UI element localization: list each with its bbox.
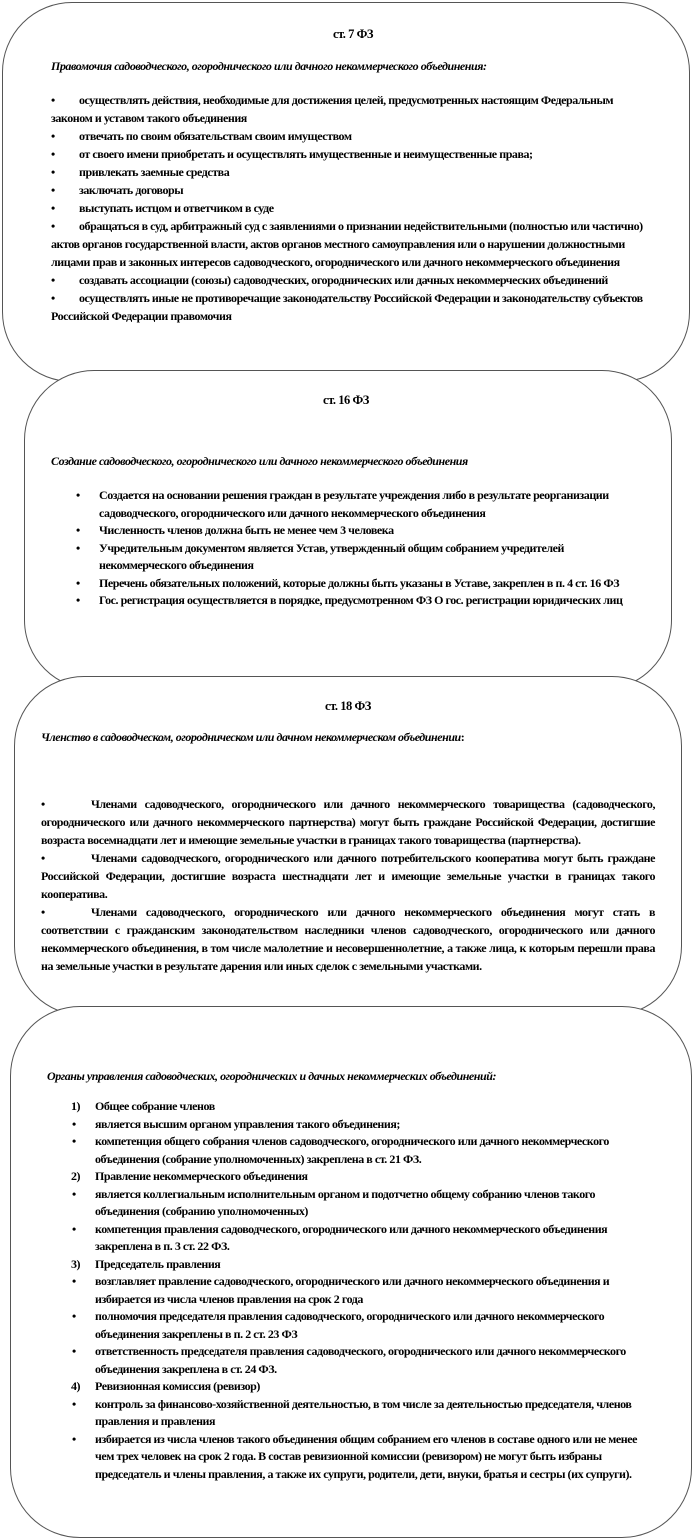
- bullet-icon: •: [51, 219, 55, 233]
- list-item: • полномочия председателя правления садоводческого, огороднического или дачного некоммерческого объединения закреплены в п. 2 ст. 23 ФЗ: [72, 1309, 605, 1341]
- bullet-icon: •: [72, 1309, 76, 1323]
- box-title: ст. 16 ФЗ: [323, 393, 369, 407]
- list-item: • осуществлять действия, необходимые для достижения целей, предусмотренных настоящим Федеральным законом и уставом такого объединения: [51, 93, 614, 125]
- bullet-icon: •: [41, 851, 45, 865]
- list-item: • ответственность председателя правления садоводческого, огороднического или дачного некоммерческого объединения закреплена в ст. 24 ФЗ.: [72, 1344, 626, 1376]
- bullet-icon: •: [72, 1396, 76, 1411]
- governance-list: [47, 1098, 657, 1483]
- bullet-icon: •: [72, 1116, 76, 1131]
- bullet-icon: •: [76, 523, 80, 537]
- rights-list: [51, 91, 655, 325]
- bullet-icon: •: [76, 593, 80, 607]
- bullet-icon: •: [72, 1186, 76, 1201]
- list-item: • компетенция правления садоводческого, огороднического или дачного некоммерческого объединения закреплена в п. 3 ст. 22 ФЗ.: [72, 1221, 608, 1253]
- article-16-box: [24, 370, 672, 690]
- list-item: • создавать ассоциации (союзы) садоводческих, огороднических или дачных некоммерческих объединений: [51, 273, 608, 287]
- list-item: • Гос. регистрация осуществляется в порядке, предусмотренном ФЗ О гос. регистрации юридических лиц: [51, 592, 641, 610]
- bullet-icon: •: [51, 129, 55, 143]
- group-heading: 1) Общее собрание членов: [71, 1099, 215, 1113]
- membership-list: [41, 795, 655, 975]
- governance-box: [10, 1006, 692, 1538]
- list-item: • является высшим органом управления такого объединения;: [47, 1116, 657, 1134]
- group-heading: 4) Ревизионная комиссия (ревизор): [71, 1379, 260, 1393]
- article-18-box: [14, 676, 682, 1016]
- bullet-icon: •: [51, 291, 55, 305]
- list-item: • выступать истцом и ответчиком в суде: [51, 201, 274, 215]
- list-item: • Членами садоводческого, огороднического или дачного некоммерческого объединения могут стать в соответствии с гражданским законодательством наследники членов садоводческого, огороднического или дачного некоммерческого объединения, в том числе малолетние и несовершеннолетние, а также лица, к которым перешли права на земельные участки в результате дарения или иных сделок с земельными участками.: [41, 905, 655, 973]
- bullet-icon: •: [51, 93, 55, 107]
- bullet-icon: •: [76, 575, 80, 590]
- list-item: • заключать договоры: [51, 183, 184, 197]
- list-item: • обращаться в суд, арбитражный суд с заявлениями о признании недействительными (полностью или частично) актов органов государственной власти, актов органов местного самоуправления или о нарушении должностными лицами прав и законных интересов садоводческого, огороднического или дачного некоммерческого объединения: [51, 219, 643, 269]
- list-item: • контроль за финансово-хозяйственной деятельностью, в том числе за деятельностью председателя, членов правления и правления: [72, 1396, 632, 1428]
- box-title: ст. 18 ФЗ: [325, 699, 371, 713]
- list-item: • избирается из числа членов такого объединения общим собранием его членов в составе одного или не менее чем трех человек на срок 2 года. В состав ревизионной комиссии (ревизором) не могут быть избраны председатель и члены правления, а также их супруги, родители, дети, внуки, братья и сестры (их супруги).: [72, 1431, 637, 1481]
- bullet-icon: •: [72, 1344, 76, 1358]
- bullet-icon: •: [41, 797, 45, 811]
- group-heading: 2) Правление некоммерческого объединения: [71, 1169, 308, 1183]
- box-subtitle: Правомочия садоводческого, огороднического или дачного некоммерческого объединения:: [51, 59, 487, 73]
- bullet-icon: •: [72, 1221, 76, 1236]
- bullet-icon: •: [72, 1274, 76, 1288]
- creation-list: [51, 487, 641, 610]
- article-7-box: [2, 2, 690, 382]
- box-title: ст. 7 ФЗ: [332, 27, 374, 41]
- bullet-icon: •: [76, 488, 80, 502]
- bullet-icon: •: [51, 183, 55, 197]
- box-subtitle: Создание садоводческого, огороднического или дачного некоммерческого объединения: [51, 454, 468, 468]
- list-item: • отвечать по своим обязательствам своим имуществом: [51, 129, 352, 143]
- list-item: • от своего имени приобретать и осуществлять имущественные и неимущественные права;: [51, 147, 533, 161]
- bullet-icon: •: [51, 165, 55, 179]
- box-subtitle: Членство в садоводческом, огородническом или дачном некоммерческом объединении:: [41, 730, 465, 744]
- list-item: • компетенция общего собрания членов садоводческого, огороднического или дачного некоммерческого объединения (собрание уполномоченных) закреплена в ст. 21 ФЗ.: [72, 1134, 609, 1166]
- list-item: • Учредительным документом является Устав, утвержденный общим собранием учредителей некоммерческого объединения: [76, 540, 564, 572]
- bullet-icon: •: [72, 1134, 76, 1148]
- bullet-icon: •: [51, 201, 55, 215]
- group-heading: 3) Председатель правления: [71, 1256, 221, 1271]
- list-item: • Перечень обязательных положений, которые должны быть указаны в Уставе, закреплен в п. 4 ст. 16 ФЗ: [51, 575, 641, 593]
- bullet-icon: •: [76, 540, 80, 555]
- box-subtitle: Органы управления садоводческих, огороднических и дачных некоммерческих объединений:: [47, 1069, 497, 1083]
- list-item: • возглавляет правление садоводческого, огороднического или дачного некоммерческого объединения и избирается из числа членов правления на срок 2 года: [72, 1274, 610, 1306]
- list-item: • осуществлять иные не противоречащие законодательству Российской Федерации и законодательству субъектов Российской Федерации правомочия: [51, 291, 643, 323]
- list-item: • является коллегиальным исполнительным органом и подотчетно общему собранию членов такого объединения (собранию уполномоченных): [72, 1186, 596, 1218]
- bullet-icon: •: [51, 273, 55, 287]
- bullet-icon: •: [72, 1431, 76, 1446]
- list-item: • Численность членов должна быть не менее чем 3 человека: [51, 522, 641, 540]
- bullet-icon: •: [41, 905, 45, 919]
- bullet-icon: •: [51, 147, 55, 161]
- list-item: • Членами садоводческого, огороднического или дачного некоммерческого товарищества (садоводческого, огороднического или дачного некоммерческого партнерства) могут быть граждане Российской Федерации, достигшие возраста восемнадцати лет и имеющие земельные участки в границах такого товарищества (партнерства).: [41, 797, 655, 847]
- list-item: • Создается на основании решения граждан в результате учреждения либо в результате реорганизации садоводческого, огороднического или дачного некоммерческого объединения: [76, 488, 609, 520]
- list-item: • привлекать заемные средства: [51, 165, 230, 179]
- list-item: • Членами садоводческого, огороднического или дачного потребительского кооператива могут быть граждане Российской Федерации, достигшие возраста шестнадцати лет и имеющие земельные участки в границах такого кооператива.: [41, 851, 655, 901]
